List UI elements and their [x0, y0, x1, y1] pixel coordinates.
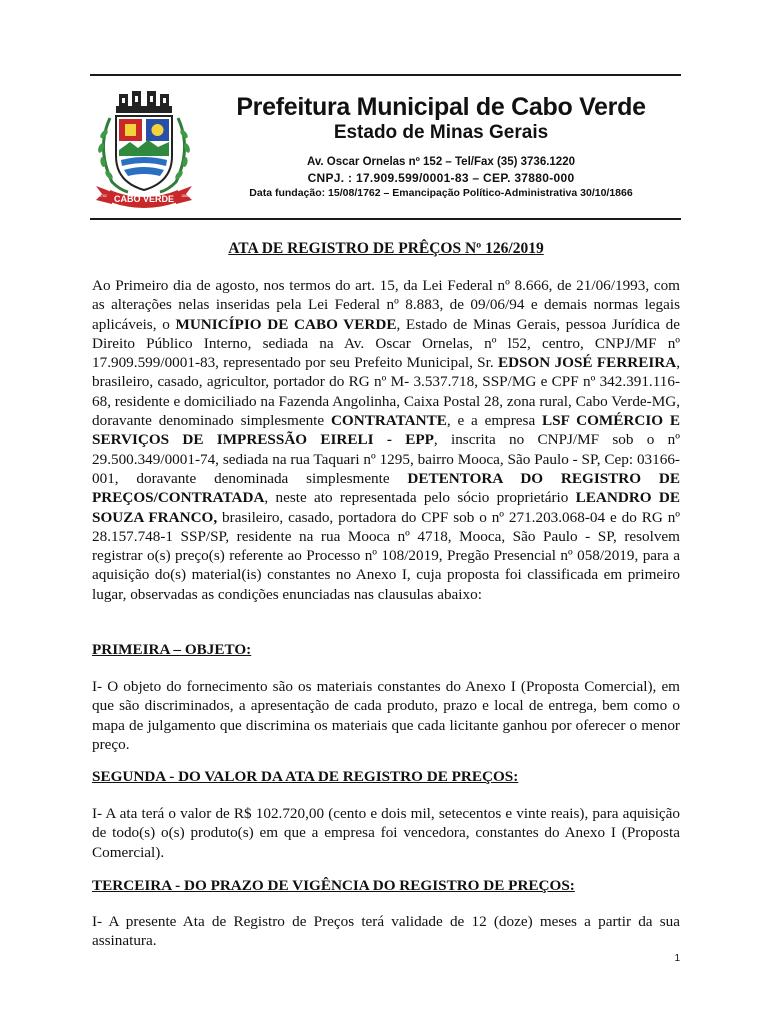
section-text-prazo: I- A presente Ata de Registro de Preços terá validade de 12 (doze) meses a partir da sua assinatura. — [92, 913, 680, 950]
section-heading-objeto: PRIMEIRA – OBJETO: — [92, 641, 252, 658]
header-state: Estado de Minas Gerais — [333, 122, 549, 143]
header-top-rule — [90, 74, 681, 76]
crest-year-right: 1866 — [181, 194, 189, 198]
header-bottom-rule — [90, 218, 681, 220]
intro-text-run: Ao Primeiro dia de agosto, nos termos do art. 15, da Lei Federal nº 8.666, de 21/06/1993, com as alterações nelas inseridas pela Lei Federal nº 8.883, de 09/06/94 e demais normas legais aplicáveis, o — [92, 277, 680, 333]
header-foundation-date: Data fundação: 15/08/1762 – Emancipação Político-Administrativa 30/10/1866 — [249, 187, 633, 199]
intro-bold-run: DETENTORA DO REGISTRO DE PREÇOS/CONTRATADA — [92, 469, 680, 507]
header-address: Av. Oscar Ornelas nº 152 – Tel/Fax (35) 3736.1220 — [306, 156, 575, 168]
intro-text-run: , inscrita no CNPJ/MF sob o nº 29.500.349/0001-74, sediada na rua Taquari nº 1295, bairro Mooca, São Paulo - SP, Cep: 03166-001, doravante denominada simplesmente — [92, 431, 680, 487]
intro-bold-run: MUNICÍPIO DE CABO VERDE — [175, 315, 397, 333]
intro-text-run: brasileiro, casado, portadora do CPF sob o nº 271.203.068-04 e do RG nº 28.157.748-1 SSP/SP, residente na rua Mooca nº 4718, Mooca, São Paulo - SP, resolvem registrar o(s) preço(s) referente ao Processo nº 108/2019, Pregão Presencial nº 058/2019, para a aquisição do(s) material(is) constantes no Anexo I, cuja proposta foi classificada em primeiro lugar, observadas as condições enunciadas nas clausulas abaixo: — [92, 508, 680, 603]
municipal-crest-icon — [92, 90, 196, 208]
intro-bold-run: CONTRATANTE — [330, 412, 447, 430]
page-number: 1 — [674, 953, 680, 964]
crest-ribbon-text: CABO VERDE — [113, 194, 175, 204]
intro-paragraph — [92, 276, 680, 604]
header-title: Prefeitura Municipal de Cabo Verde — [236, 93, 646, 121]
section-text-objeto: I- O objeto do fornecimento são os materiais constantes do Anexo I (Proposta Comercial), em que são discriminados, a apresentação de cada produto, prazo e local de entrega, bem como o mapa de julgamento que discrimina os materiais que cada licitante ganhou por oferecer o menor preço. — [92, 678, 680, 753]
section-text-valor: I- A ata terá o valor de R$ 102.720,00 (cento e dois mil, setecentos e vinte reais), para aquisição de todo(s) o(s) produto(s) em que a empresa foi vencedora, constantes do Anexo I (Proposta Comercial). — [92, 805, 680, 861]
intro-bold-run: LEANDRO DE SOUZA FRANCO, — [92, 489, 680, 526]
section-heading-prazo: TERCEIRA - DO PRAZO DE VIGÊNCIA DO REGISTRO DE PREÇOS: — [92, 877, 575, 894]
document-title: ATA DE REGISTRO DE PRÊÇOS Nº 126/2019 — [228, 240, 544, 257]
intro-text-run: , neste ato representada pelo sócio proprietário — [264, 489, 576, 507]
intro-text-run: , brasileiro, casado, agricultor, portador do RG nº M- 3.537.718, SSP/MG e CPF nº 342.391.116-68, residente e domiciliado na Fazenda Angolinha, Caixa Postal 28, zona rural, Cabo Verde-MG, doravante denominado simplesmente — [92, 354, 680, 430]
crest-year-left: 1762 — [99, 194, 107, 198]
intro-text-run: , Estado de Minas Gerais, pessoa Jurídica de Direito Público Interno, sediada na Av. Oscar Ornelas, nº l52, centro, CNPJ/MF nº 17.909.599/0001-83, representado por seu Prefeito Municipal, Sr. — [92, 315, 680, 372]
intro-bold-run: LSF COMÉRCIO E SERVIÇOS DE IMPRESSÃO EIRELI - EPP — [92, 412, 681, 449]
header-cnpj: CNPJ. : 17.909.599/0001-83 – CEP. 37880-000 — [307, 171, 575, 185]
section-heading-valor: SEGUNDA - DO VALOR DA ATA DE REGISTRO DE PREÇOS: — [92, 768, 519, 785]
intro-bold-run: EDSON JOSÉ FERREIRA — [497, 354, 677, 372]
intro-text-run: , e a empresa — [446, 412, 543, 430]
